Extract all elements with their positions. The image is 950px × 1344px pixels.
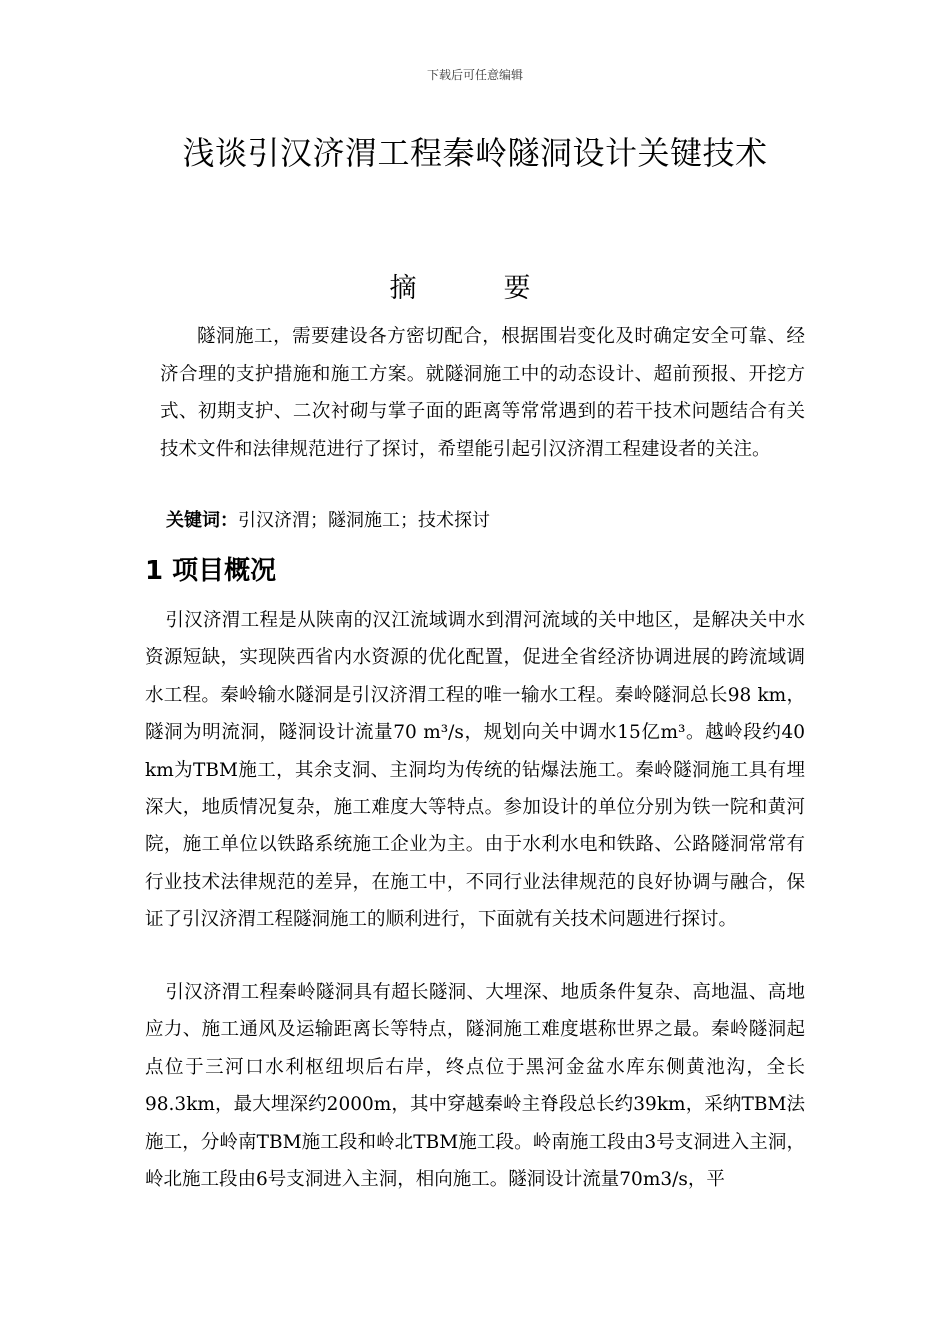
section-heading: 1 项目概况	[145, 556, 277, 586]
keywords-label: 关键词：	[166, 510, 238, 531]
body-paragraph-1: 引汉济渭工程是从陕南的汉江流域调水到渭河流域的关中地区，是解决关中水资源短缺，实现陕西省内水资源的优化配置，促进全省经济协调进展的跨流域调水工程。秦岭输水隧洞是引汉济渭工程的唯一输水工程。秦岭隧洞总长98 km，隧洞为明流洞，隧洞设计流量70 m³/s，规划向关中调水15亿m³。越岭段约40 km为TBM施工，其余支洞、主洞均为传统的钻爆法施工。秦岭隧洞施工具有埋深大，地质情况复杂，施工难度大等特点。参加设计的单位分别为铁一院和黄河院，施工单位以铁路系统施工企业为主。由于水利水电和铁路、公路隧洞常常有行业技术法律规范的差异，在施工中，不同行业法律规范的良好协调与融合，保证了引汉济渭工程隧洞施工的顺利进行，下面就有关技术问题进行探讨。	[145, 610, 805, 931]
abstract-heading: 摘 要	[389, 273, 561, 304]
abstract-text: 隧洞施工，需要建设各方密切配合，根据围岩变化及时确定安全可靠、经济合理的支护措施和施工方案。就隧洞施工中的动态设计、超前预报、开挖方式、初期支护、二次衬砌与掌子面的距离等常常遇到的若干技术问题结合有关技术文件和法律规范进行了探讨，希望能引起引汉济渭工程建设者的关注。	[160, 326, 805, 460]
header-note: 下载后可任意编辑	[426, 68, 523, 82]
document-title: 浅谈引汉济渭工程秦岭隧洞设计关键技术	[182, 134, 768, 172]
keywords-line	[166, 506, 806, 536]
body-paragraph-2: 引汉济渭工程秦岭隧洞具有超长隧洞、大埋深、地质条件复杂、高地温、高地应力、施工通风及运输距离长等特点，隧洞施工难度堪称世界之最。秦岭隧洞起点位于三河口水利枢纽坝后右岸，终点位于黑河金盆水库东侧黄池沟，全长98.3km，最大埋深约2000m，其中穿越秦岭主脊段总长约39km，采纳TBM法施工，分岭南TBM施工段和岭北TBM施工段。岭南施工段由3号支洞进入主洞，岭北施工段由6号支洞进入主洞，相向施工。隧洞设计流量70m3/s，平	[145, 982, 805, 1191]
keywords-list: 引汉济渭；隧洞施工；技术探讨	[238, 510, 490, 531]
